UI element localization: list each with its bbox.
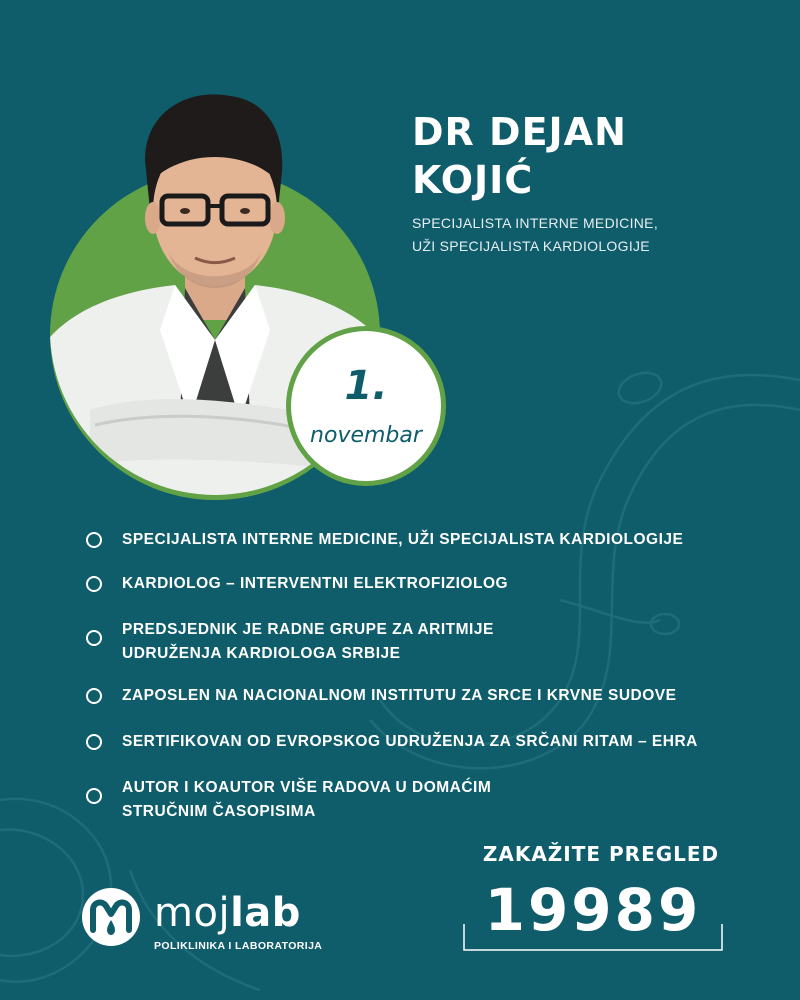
doctor-title [412,212,792,258]
circle-bullet-icon [86,576,102,592]
circle-bullet-icon [86,734,102,750]
phone-box[interactable] [462,870,724,952]
brand-tagline: POLIKLINIKA I LABORATORIJA [154,940,323,952]
circle-bullet-icon [86,788,102,804]
qualification-text: SPECIJALISTA INTERNE MEDICINE, UŽI SPECIJALISTA KARDIOLOGIJE [122,531,684,548]
qualification-text: AUTOR I KOAUTOR VIŠE RADOVA U DOMAĆIM STRUČNIM ČASOPISIMA [122,779,492,820]
qualification-text: ZAPOSLEN NA NACIONALNOM INSTITUTU ZA SRCE I KRVNE SUDOVE [122,687,677,704]
brand-logo [80,886,340,966]
qualification-text: KARDIOLOG – INTERVENTNI ELEKTROFIZIOLOG [122,575,509,592]
brand-name: mojlab [154,890,301,936]
qualification-text: PREDSJEDNIK JE RADNE GRUPE ZA ARITMIJE UDRUŽENJA KARDIOLOGA SRBIJE [122,621,494,662]
date-month: novembar [310,423,422,448]
phone-number[interactable]: 19989 [484,876,702,944]
doctor-title-line2: UŽI SPECIJALISTA KARDIOLOGIJE [412,238,650,254]
qualification-text: SERTIFIKOVAN OD EVROPSKOG UDRUŽENJA ZA SRČANI RITAM – EHRA [122,733,698,750]
cta-label: ZAKAŽITE PREGLED [482,842,720,866]
doctor-name [412,108,772,204]
circle-bullet-icon [86,630,102,646]
date-day: 1. [344,363,388,409]
doctor-title-line1: SPECIJALISTA INTERNE MEDICINE, [412,215,659,231]
mojlab-logo-icon [80,886,142,948]
doctor-name-line1: DR DEJAN [412,110,627,154]
circle-bullet-icon [86,688,102,704]
circle-bullet-icon [86,532,102,548]
doctor-name-line2: KOJIĆ [412,158,534,202]
date-badge [286,326,446,486]
